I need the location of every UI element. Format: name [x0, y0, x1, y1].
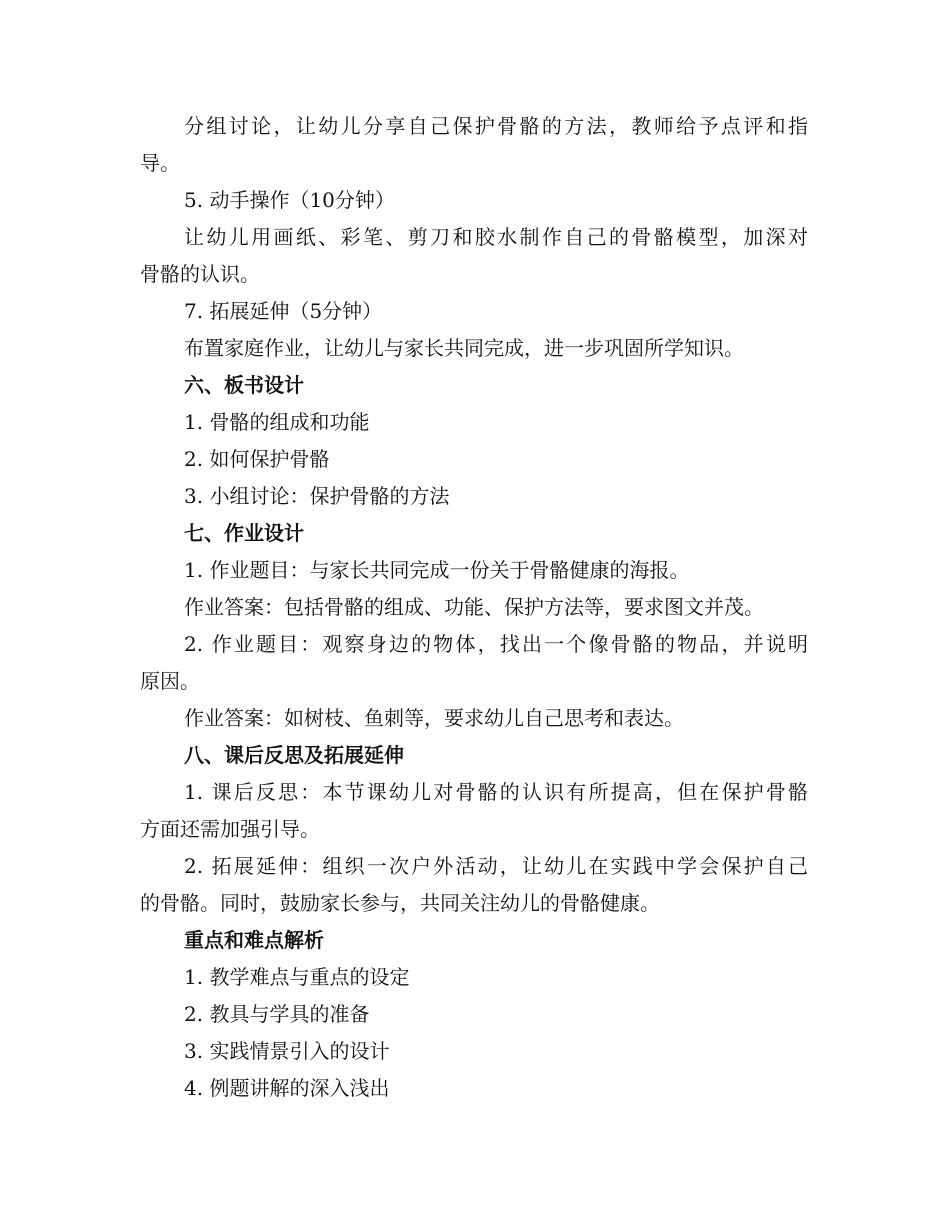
- paragraph-line: 作业答案：包括骨骼的组成、功能、保护方法等，要求图文并茂。: [184, 595, 764, 619]
- list-item: 7. 拓展延伸（5分钟）: [184, 299, 383, 323]
- paragraph-line: 原因。: [140, 669, 200, 693]
- paragraph-line: 方面还需加强引导。: [140, 817, 320, 841]
- list-item: 3. 小组讨论：保护骨骼的方法: [184, 484, 450, 508]
- list-item: 2. 教具与学具的准备: [184, 1002, 370, 1026]
- paragraph-line: 导。: [140, 151, 180, 175]
- section-heading: 八、课后反思及拓展延伸: [184, 743, 404, 767]
- section-heading: 重点和难点解析: [184, 928, 324, 952]
- document-page: [140, 108, 808, 1107]
- section-heading: 六、板书设计: [184, 373, 304, 397]
- list-item: 2. 如何保护骨骼: [184, 447, 330, 471]
- list-item: 5. 动手操作（10分钟）: [184, 188, 395, 212]
- list-item: 4. 例题讲解的深入浅出: [184, 1076, 390, 1100]
- paragraph-line: 骨骼的认识。: [140, 262, 260, 286]
- list-item: 1. 课后反思：本节课幼儿对骨骼的认识有所提高，但在保护骨骼: [184, 780, 808, 804]
- list-item: 2. 拓展延伸：组织一次户外活动，让幼儿在实践中学会保护自己: [184, 854, 808, 878]
- list-item: 2. 作业题目：观察身边的物体，找出一个像骨骼的物品，并说明: [184, 632, 808, 656]
- paragraph-line: 布置家庭作业，让幼儿与家长共同完成，进一步巩固所学知识。: [184, 336, 744, 360]
- list-item: 3. 实践情景引入的设计: [184, 1039, 390, 1063]
- paragraph-line: 的骨骼。同时，鼓励家长参与，共同关注幼儿的骨骼健康。: [140, 891, 660, 915]
- list-item: 1. 作业题目：与家长共同完成一份关于骨骼健康的海报。: [184, 558, 690, 582]
- paragraph-line: 分组讨论，让幼儿分享自己保护骨骼的方法，教师给予点评和指: [184, 114, 808, 138]
- section-heading: 七、作业设计: [184, 521, 304, 545]
- list-item: 1. 教学难点与重点的设定: [184, 965, 410, 989]
- paragraph-line: 作业答案：如树枝、鱼刺等，要求幼儿自己思考和表达。: [184, 706, 684, 730]
- list-item: 1. 骨骼的组成和功能: [184, 410, 370, 434]
- paragraph-line: 让幼儿用画纸、彩笔、剪刀和胶水制作自己的骨骼模型，加深对: [184, 225, 808, 249]
